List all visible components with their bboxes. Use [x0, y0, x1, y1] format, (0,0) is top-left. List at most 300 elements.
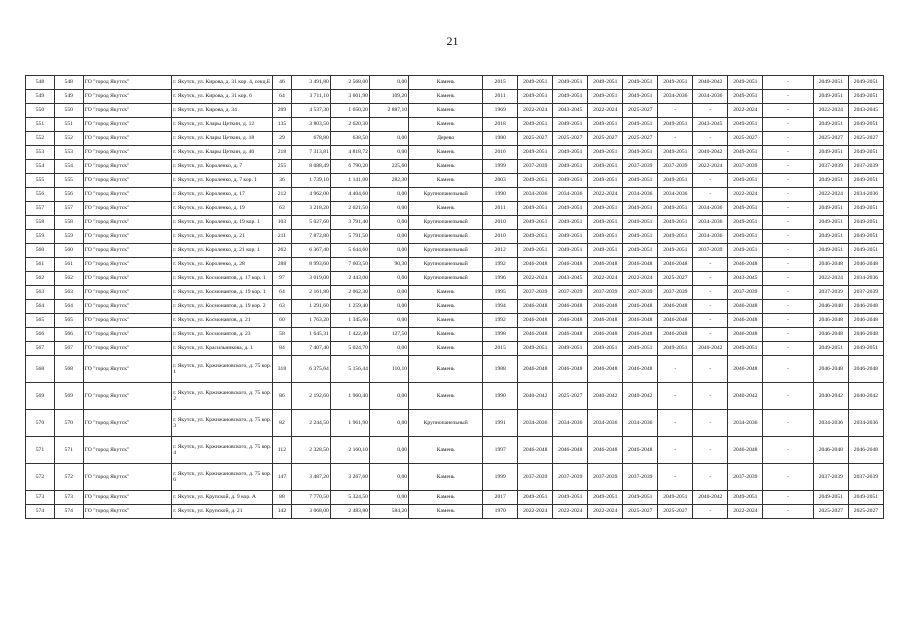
period-cell: 2046-2048 [728, 356, 763, 383]
housing-register-table [25, 75, 884, 519]
period-cell: 2049-2051 [588, 202, 623, 216]
period-cell: 2040-2042 [623, 383, 658, 410]
period-cell: - [763, 286, 813, 300]
living-area-cell: 1 259,40 [330, 300, 369, 314]
organization-cell: ГО "город Якутск" [83, 244, 172, 258]
apartments-count-cell: 112 [273, 437, 292, 464]
period-cell: 2046-2048 [553, 300, 588, 314]
period-cell: 2025-2027 [588, 132, 623, 146]
period-cell: 2037-2039 [693, 244, 728, 258]
organization-cell: ГО "город Якутск" [83, 146, 172, 160]
period-cell: 2046-2048 [588, 300, 623, 314]
period-cell: 2025-2027 [623, 505, 658, 519]
period-cell: 2034-2036 [518, 410, 553, 437]
period-cell: 2037-2039 [518, 160, 553, 174]
period-cell: 2049-2051 [553, 76, 588, 90]
apartments-count-cell: 97 [273, 272, 292, 286]
total-area-cell: 7 407,40 [291, 342, 330, 356]
address-cell: г. Якутск, ул. Кирова, д. 34 [172, 104, 273, 118]
period-cell: 2049-2051 [658, 146, 693, 160]
period-cell: 2040-2042 [728, 383, 763, 410]
nonliving-area-cell: 584,20 [369, 505, 408, 519]
address-cell: г. Якутск, ул. Клары Цеткин, д. 40 [172, 146, 273, 160]
period-cell: 2049-2051 [623, 230, 658, 244]
period-cell: 2022-2024 [728, 104, 763, 118]
row-index-cell: 574 [54, 505, 83, 519]
wall-material-cell: Камень [409, 146, 483, 160]
build-year-cell: 2011 [483, 90, 518, 104]
period-cell: 2049-2051 [813, 90, 848, 104]
nonliving-area-cell: 0,00 [369, 272, 408, 286]
period-cell: 2049-2051 [813, 118, 848, 132]
table-row [26, 342, 884, 356]
period-cell: 2037-2039 [658, 286, 693, 300]
period-cell: 2049-2051 [658, 76, 693, 90]
nonliving-area-cell: 282,30 [369, 174, 408, 188]
period-cell: 2049-2051 [588, 118, 623, 132]
living-area-cell: 4 818,72 [330, 146, 369, 160]
period-cell: 2046-2048 [623, 314, 658, 328]
address-cell: г. Якутск, ул. Космонавтов, д. 23 [172, 328, 273, 342]
apartments-count-cell: 211 [273, 230, 292, 244]
period-cell: 2025-2027 [848, 132, 883, 146]
row-index-cell: 568 [54, 356, 83, 383]
period-cell: 2037-2039 [623, 286, 658, 300]
table-row [26, 146, 884, 160]
living-area-cell: 1 960,40 [330, 383, 369, 410]
period-cell: - [763, 383, 813, 410]
total-area-cell: 3 068,00 [291, 505, 330, 519]
period-cell: 2049-2051 [813, 491, 848, 505]
period-cell: 2046-2048 [588, 356, 623, 383]
living-area-cell: 1 141,00 [330, 174, 369, 188]
period-cell: 2022-2024 [728, 505, 763, 519]
organization-cell: ГО "город Якутск" [83, 104, 172, 118]
period-cell: 2049-2051 [848, 491, 883, 505]
period-cell: 2046-2048 [848, 328, 883, 342]
organization-cell: ГО "город Якутск" [83, 314, 172, 328]
row-index-cell: 552 [54, 132, 83, 146]
living-area-cell: 1 345,60 [330, 314, 369, 328]
organization-cell: ГО "город Якутск" [83, 160, 172, 174]
row-number-cell: 564 [26, 300, 55, 314]
period-cell: 2049-2051 [518, 118, 553, 132]
period-cell: - [763, 202, 813, 216]
row-index-cell: 549 [54, 90, 83, 104]
period-cell: - [658, 104, 693, 118]
address-cell: г. Якутск, ул. Короленко, д. 21 [172, 230, 273, 244]
period-cell: - [763, 174, 813, 188]
wall-material-cell: Камень [409, 342, 483, 356]
organization-cell: ГО "город Якутск" [83, 188, 172, 202]
apartments-count-cell: 103 [273, 216, 292, 230]
period-cell: 2037-2039 [518, 464, 553, 491]
period-cell: - [658, 356, 693, 383]
period-cell: 2049-2051 [623, 491, 658, 505]
organization-cell: ГО "город Якутск" [83, 464, 172, 491]
period-cell: 2046-2048 [728, 258, 763, 272]
period-cell: 2043-2045 [553, 104, 588, 118]
nonliving-area-cell: 0,00 [369, 464, 408, 491]
organization-cell: ГО "город Якутск" [83, 505, 172, 519]
build-year-cell: 1992 [483, 314, 518, 328]
address-cell: г. Якутск, ул. Кирова, д. 31 кор. 6 [172, 90, 273, 104]
nonliving-area-cell: 0,00 [369, 342, 408, 356]
period-cell: 2040-2042 [693, 342, 728, 356]
total-area-cell: 6 375,64 [291, 356, 330, 383]
apartments-count-cell: 135 [273, 118, 292, 132]
row-index-cell: 569 [54, 383, 83, 410]
total-area-cell: 1 645,31 [291, 328, 330, 342]
total-area-cell: 5 027,60 [291, 216, 330, 230]
period-cell: 2037-2039 [728, 464, 763, 491]
table-row [26, 258, 884, 272]
period-cell: - [693, 258, 728, 272]
wall-material-cell: Камень [409, 286, 483, 300]
address-cell: г. Якутск, ул. Космонавтов, д. 19 кор. 2 [172, 300, 273, 314]
period-cell: 2034-2036 [813, 410, 848, 437]
total-area-cell: 1 763,20 [291, 314, 330, 328]
table-row [26, 328, 884, 342]
nonliving-area-cell: 127,50 [369, 328, 408, 342]
period-cell: 2037-2039 [658, 160, 693, 174]
period-cell: 2046-2048 [728, 300, 763, 314]
wall-material-cell: Крупнопанельный [409, 272, 483, 286]
nonliving-area-cell: 0,00 [369, 132, 408, 146]
apartments-count-cell: 218 [273, 146, 292, 160]
build-year-cell: 1990 [483, 383, 518, 410]
period-cell: 2040-2042 [848, 383, 883, 410]
living-area-cell: 6 790,20 [330, 160, 369, 174]
period-cell: 2046-2048 [553, 437, 588, 464]
period-cell: 2043-2045 [553, 272, 588, 286]
period-cell: - [763, 328, 813, 342]
period-cell: 2049-2051 [553, 244, 588, 258]
period-cell: 2037-2039 [813, 464, 848, 491]
address-cell: г. Якутск, ул. Красильникова, д. 1 [172, 342, 273, 356]
period-cell: 2049-2051 [728, 342, 763, 356]
organization-cell: ГО "город Якутск" [83, 383, 172, 410]
period-cell: 2034-2036 [693, 216, 728, 230]
period-cell: 2022-2024 [728, 188, 763, 202]
organization-cell: ГО "город Якутск" [83, 491, 172, 505]
period-cell: 2043-2045 [728, 272, 763, 286]
period-cell: 2022-2024 [518, 272, 553, 286]
period-cell: 2049-2051 [623, 244, 658, 258]
period-cell: 2025-2027 [728, 132, 763, 146]
living-area-cell: 5 644,60 [330, 244, 369, 258]
wall-material-cell: Камень [409, 383, 483, 410]
period-cell: 2022-2024 [518, 505, 553, 519]
table-row [26, 410, 884, 437]
period-cell: - [658, 132, 693, 146]
row-index-cell: 561 [54, 258, 83, 272]
organization-cell: ГО "город Якутск" [83, 272, 172, 286]
period-cell: 2034-2036 [848, 410, 883, 437]
period-cell: 2049-2051 [623, 76, 658, 90]
period-cell: 2049-2051 [553, 491, 588, 505]
period-cell: 2022-2024 [588, 505, 623, 519]
row-number-cell: 554 [26, 160, 55, 174]
organization-cell: ГО "город Якутск" [83, 230, 172, 244]
table-row [26, 216, 884, 230]
period-cell: 2034-2036 [693, 90, 728, 104]
period-cell: 2049-2051 [623, 174, 658, 188]
build-year-cell: 2011 [483, 202, 518, 216]
living-area-cell: 2 483,80 [330, 505, 369, 519]
row-number-cell: 551 [26, 118, 55, 132]
row-index-cell: 572 [54, 464, 83, 491]
build-year-cell: 1991 [483, 410, 518, 437]
period-cell: 2049-2051 [728, 491, 763, 505]
period-cell: 2049-2051 [518, 230, 553, 244]
period-cell: 2046-2048 [848, 314, 883, 328]
table-row [26, 272, 884, 286]
period-cell: 2049-2051 [518, 76, 553, 90]
period-cell: 2049-2051 [588, 146, 623, 160]
build-year-cell: 1990 [483, 188, 518, 202]
period-cell: - [693, 505, 728, 519]
row-number-cell: 552 [26, 132, 55, 146]
living-area-cell: 2 568,00 [330, 76, 369, 90]
wall-material-cell: Камень [409, 505, 483, 519]
row-number-cell: 563 [26, 286, 55, 300]
table-row [26, 356, 884, 383]
living-area-cell: 5 324,50 [330, 491, 369, 505]
period-cell: 2049-2051 [588, 174, 623, 188]
total-area-cell: 8 088,49 [291, 160, 330, 174]
period-cell: 2049-2051 [848, 244, 883, 258]
living-area-cell: 2 620,30 [330, 118, 369, 132]
period-cell: 2049-2051 [588, 244, 623, 258]
address-cell: г. Якутск, ул. Клары Цеткин, д. 12 [172, 118, 273, 132]
row-number-cell: 556 [26, 188, 55, 202]
period-cell: 2049-2051 [813, 342, 848, 356]
period-cell: 2034-2036 [553, 188, 588, 202]
page-number: 21 [446, 34, 459, 48]
living-area-cell: 638,50 [330, 132, 369, 146]
build-year-cell: 1998 [483, 328, 518, 342]
period-cell: 2049-2051 [518, 90, 553, 104]
table-row [26, 188, 884, 202]
organization-cell: ГО "город Якутск" [83, 90, 172, 104]
period-cell: 2049-2051 [623, 146, 658, 160]
period-cell: 2049-2051 [518, 216, 553, 230]
period-cell: 2049-2051 [518, 174, 553, 188]
period-cell: 2034-2036 [693, 230, 728, 244]
period-cell: 2049-2051 [728, 216, 763, 230]
period-cell: 2046-2048 [623, 328, 658, 342]
nonliving-area-cell: 110,10 [369, 356, 408, 383]
build-year-cell: 1997 [483, 437, 518, 464]
row-index-cell: 554 [54, 160, 83, 174]
table-body [26, 76, 884, 519]
organization-cell: ГО "город Якутск" [83, 76, 172, 90]
row-index-cell: 553 [54, 146, 83, 160]
build-year-cell: 1996 [483, 272, 518, 286]
wall-material-cell: Крупнопанельный [409, 244, 483, 258]
period-cell: 2025-2027 [623, 104, 658, 118]
apartments-count-cell: 209 [273, 104, 292, 118]
period-cell: 2037-2039 [553, 286, 588, 300]
row-number-cell: 566 [26, 328, 55, 342]
period-cell: 2049-2051 [728, 90, 763, 104]
total-area-cell: 8 993,60 [291, 258, 330, 272]
organization-cell: ГО "город Якутск" [83, 286, 172, 300]
period-cell: 2049-2051 [813, 216, 848, 230]
apartments-count-cell: 58 [273, 328, 292, 342]
period-cell: - [693, 272, 728, 286]
period-cell: 2043-2045 [693, 118, 728, 132]
period-cell: 2046-2048 [518, 328, 553, 342]
period-cell: 2022-2024 [553, 505, 588, 519]
period-cell: - [763, 104, 813, 118]
address-cell: г. Якутск, ул. Короленко, д. 19 кор. 1 [172, 216, 273, 230]
period-cell: 2022-2024 [813, 104, 848, 118]
wall-material-cell: Камень [409, 174, 483, 188]
row-number-cell: 557 [26, 202, 55, 216]
period-cell: 2046-2048 [813, 328, 848, 342]
period-cell: 2046-2048 [553, 356, 588, 383]
period-cell: 2040-2042 [813, 383, 848, 410]
row-index-cell: 550 [54, 104, 83, 118]
nonliving-area-cell: 0,00 [369, 76, 408, 90]
apartments-count-cell: 63 [273, 300, 292, 314]
address-cell: г. Якутск, ул. Кржижановского, д. 75 кор. 2 [172, 383, 273, 410]
period-cell: - [693, 356, 728, 383]
apartments-count-cell: 212 [273, 188, 292, 202]
period-cell: 2049-2051 [658, 202, 693, 216]
period-cell: 2025-2027 [623, 132, 658, 146]
period-cell: - [693, 437, 728, 464]
period-cell: - [658, 464, 693, 491]
wall-material-cell: Камень [409, 328, 483, 342]
address-cell: г. Якутск, ул. Космонавтов, д. 19 кор. 1 [172, 286, 273, 300]
period-cell: 2046-2048 [588, 258, 623, 272]
total-area-cell: 1 291,60 [291, 300, 330, 314]
period-cell: 2022-2024 [693, 160, 728, 174]
apartments-count-cell: 84 [273, 342, 292, 356]
period-cell: 2022-2024 [813, 188, 848, 202]
wall-material-cell: Камень [409, 464, 483, 491]
period-cell: 2022-2024 [588, 104, 623, 118]
row-number-cell: 565 [26, 314, 55, 328]
apartments-count-cell: 36 [273, 174, 292, 188]
period-cell: - [763, 244, 813, 258]
table-row [26, 505, 884, 519]
period-cell: 2049-2051 [813, 230, 848, 244]
period-cell: 2046-2048 [623, 356, 658, 383]
period-cell: - [693, 410, 728, 437]
period-cell: 2022-2024 [813, 272, 848, 286]
period-cell: 2049-2051 [728, 202, 763, 216]
address-cell: г. Якутск, ул. Короленко, д. 7 [172, 160, 273, 174]
total-area-cell: 2 192,60 [291, 383, 330, 410]
period-cell: 2025-2027 [553, 132, 588, 146]
period-cell: - [693, 132, 728, 146]
table-row [26, 464, 884, 491]
nonliving-area-cell: 90,30 [369, 258, 408, 272]
apartments-count-cell: 88 [273, 491, 292, 505]
period-cell: 2037-2039 [623, 160, 658, 174]
total-area-cell: 678,80 [291, 132, 330, 146]
row-number-cell: 572 [26, 464, 55, 491]
nonliving-area-cell: 0,00 [369, 491, 408, 505]
address-cell: г. Якутск, ул. Крупской, д. 9 кор. А [172, 491, 273, 505]
apartments-count-cell: 147 [273, 464, 292, 491]
wall-material-cell: Камень [409, 437, 483, 464]
nonliving-area-cell: 109,20 [369, 90, 408, 104]
apartments-count-cell: 64 [273, 90, 292, 104]
row-index-cell: 573 [54, 491, 83, 505]
wall-material-cell: Камень [409, 118, 483, 132]
period-cell: 2049-2051 [658, 342, 693, 356]
period-cell: 2049-2051 [848, 342, 883, 356]
organization-cell: ГО "город Якутск" [83, 118, 172, 132]
row-index-cell: 563 [54, 286, 83, 300]
period-cell: 2049-2051 [658, 491, 693, 505]
nonliving-area-cell: 0,00 [369, 244, 408, 258]
period-cell: 2034-2036 [848, 188, 883, 202]
period-cell: 2049-2051 [553, 160, 588, 174]
build-year-cell: 1995 [483, 286, 518, 300]
apartments-count-cell: 262 [273, 244, 292, 258]
wall-material-cell: Крупнопанельный [409, 410, 483, 437]
total-area-cell: 3 491,80 [291, 76, 330, 90]
period-cell: 2040-2042 [693, 491, 728, 505]
total-area-cell: 3 019,00 [291, 272, 330, 286]
period-cell: 2049-2051 [518, 146, 553, 160]
build-year-cell: 1988 [483, 356, 518, 383]
table-row [26, 118, 884, 132]
organization-cell: ГО "город Якутск" [83, 258, 172, 272]
row-index-cell: 565 [54, 314, 83, 328]
period-cell: 2046-2048 [848, 356, 883, 383]
total-area-cell: 1 739,10 [291, 174, 330, 188]
period-cell: - [763, 342, 813, 356]
row-number-cell: 567 [26, 342, 55, 356]
period-cell: 2046-2048 [623, 437, 658, 464]
row-number-cell: 571 [26, 437, 55, 464]
total-area-cell: 3 711,10 [291, 90, 330, 104]
table-row [26, 160, 884, 174]
total-area-cell: 3 803,50 [291, 118, 330, 132]
organization-cell: ГО "город Якутск" [83, 174, 172, 188]
period-cell: - [763, 505, 813, 519]
row-number-cell: 560 [26, 244, 55, 258]
period-cell: 2049-2051 [588, 76, 623, 90]
table-row [26, 230, 884, 244]
period-cell: 2040-2042 [588, 383, 623, 410]
living-area-cell: 4 404,60 [330, 188, 369, 202]
nonliving-area-cell: 2 887,10 [369, 104, 408, 118]
organization-cell: ГО "город Якутск" [83, 202, 172, 216]
row-index-cell: 557 [54, 202, 83, 216]
row-index-cell: 566 [54, 328, 83, 342]
period-cell: 2022-2024 [623, 272, 658, 286]
address-cell: г. Якутск, ул. Короленко, д. 17 [172, 188, 273, 202]
total-area-cell: 4 962,00 [291, 188, 330, 202]
nonliving-area-cell: 225,60 [369, 160, 408, 174]
row-index-cell: 558 [54, 216, 83, 230]
nonliving-area-cell: 0,00 [369, 188, 408, 202]
period-cell: 2049-2051 [848, 174, 883, 188]
period-cell: 2046-2048 [553, 258, 588, 272]
total-area-cell: 7 313,81 [291, 146, 330, 160]
organization-cell: ГО "город Якутск" [83, 437, 172, 464]
row-index-cell: 570 [54, 410, 83, 437]
period-cell: 2046-2048 [588, 328, 623, 342]
